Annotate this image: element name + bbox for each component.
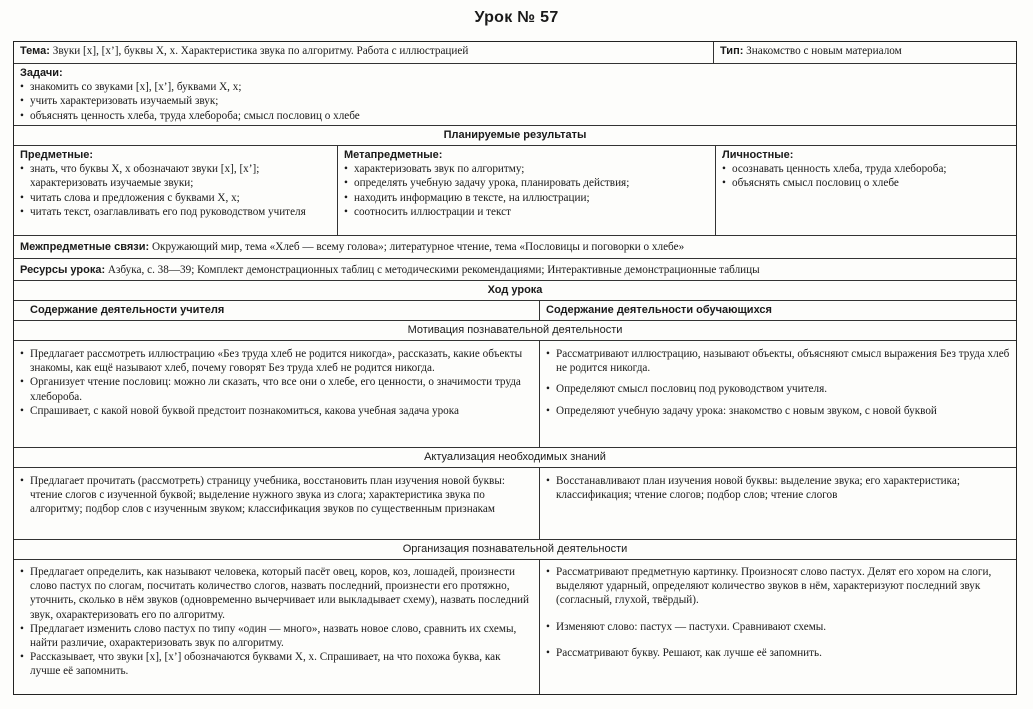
meta-results-list	[344, 162, 709, 219]
list-item: • Организует чтение пословиц: можно ли сказать, что все они о хлебе, его ценности, о значимости труда хлебороба.	[20, 375, 533, 403]
lesson-course-heading: Ход урока	[487, 284, 543, 296]
list-item: • знакомить со звуками [х], [х’], буквами Х, х;	[20, 80, 1010, 94]
subject-results-list	[20, 162, 331, 219]
interdisciplinary-row	[14, 236, 1016, 259]
column-headers-row	[14, 301, 1016, 321]
planned-results-row	[14, 146, 1016, 236]
list-item: • Предлагает рассмотреть иллюстрацию «Без труда хлеб не родится никогда», рассказать, какие объекты знакомы, как ещё называют хлеб, почему говорят Без труда хлеб не родится никогда.	[20, 347, 533, 375]
list-item: • Рассматривают иллюстрацию, называют объекты, объясняют смысл выражения Без труда хлеб не родится никогда.	[546, 347, 1010, 375]
list-item: • Спрашивает, с какой новой буквой предстоит познакомиться, какова учебная задача урока	[20, 404, 533, 418]
interdisciplinary-cell	[14, 236, 1016, 258]
list-item: • определять учебную задачу урока, планировать действия;	[344, 176, 709, 190]
stage-heading-row	[14, 448, 1016, 468]
list-item: • соотносить иллюстрации и текст	[344, 205, 709, 219]
topic-cell	[14, 42, 714, 63]
type-label: Тип:	[720, 45, 744, 57]
lesson-plan-table	[13, 41, 1017, 695]
col-header-teacher: Содержание деятельности учителя	[14, 301, 540, 320]
stage-content-row	[14, 341, 1016, 448]
list-item: • читать слова и предложения с буквами Х, х;	[20, 191, 331, 205]
list-item: • объяснять ценность хлеба, труда хлебороба; смысл пословиц о хлебе	[20, 109, 1010, 123]
stage-actualization-teacher	[14, 468, 540, 539]
list-item: • знать, что буквы Х, х обозначают звуки [х], [х’]; характеризовать изучаемые звуки;	[20, 162, 331, 190]
stage-heading-row	[14, 321, 1016, 341]
list-item: • осознавать ценность хлеба, труда хлебороба;	[722, 162, 1010, 176]
topic-text: Звуки [х], [х’], буквы Х, х. Характеристика звука по алгоритму. Работа с иллюстрацией	[52, 45, 469, 57]
list-item: • Рассказывает, что звуки [х], [х’] обозначаются буквами Х, х. Спрашивает, на что похожа буква, как лучше её запомнить.	[20, 650, 533, 678]
student-activities-list	[546, 474, 1010, 502]
tasks-row	[14, 64, 1016, 126]
personal-results-cell	[716, 146, 1016, 235]
list-item: • Рассматривают букву. Решают, как лучше её запомнить.	[546, 646, 1010, 660]
stage-motivation-students	[540, 341, 1016, 447]
stage-heading-motivation: Мотивация познавательной деятельности	[407, 324, 623, 336]
list-item: • Рассматривают предметную картинку. Произносят слово пастух. Делят его хором на слоги, выделяют ударный, определяют количество звуков в нём, характеризуют последний звук (согласный, глухой, твёрдый).	[546, 565, 1010, 608]
type-cell	[714, 42, 1016, 63]
list-item: • характеризовать звук по алгоритму;	[344, 162, 709, 176]
interdisciplinary-text: Окружающий мир, тема «Хлеб — всему голова»; литературное чтение, тема «Пословицы и поговорки о хлебе»	[151, 241, 685, 253]
col-header-students: Содержание деятельности обучающихся	[546, 304, 772, 316]
list-item: • Предлагает изменить слово пастух по типу «один — много», назвать новое слово, сравнить их схемы, найти различие, охарактеризовать звук по алгоритму.	[20, 622, 533, 650]
resources-text: Азбука, с. 38—39; Комплект демонстрационных таблиц с методическими рекомендациями; Интерактивные демонстрационные таблицы	[107, 264, 760, 276]
stage-heading-actualization: Актуализация необходимых знаний	[424, 451, 606, 463]
planned-results-heading: Планируемые результаты	[443, 129, 587, 141]
student-activities-list	[546, 565, 1010, 660]
subject-results-cell	[14, 146, 338, 235]
list-item: • Определяют учебную задачу урока: знакомство с новым звуком, с новой буквой	[546, 404, 1010, 418]
list-item: • учить характеризовать изучаемый звук;	[20, 94, 1010, 108]
topic-label: Тема:	[20, 45, 50, 57]
personal-results-list	[722, 162, 1010, 190]
teacher-activities-list	[20, 565, 533, 679]
list-item: • находить информацию в тексте, на иллюстрации;	[344, 191, 709, 205]
stage-actualization-students	[540, 468, 1016, 539]
tasks-list	[20, 80, 1010, 123]
personal-results-label: Личностные:	[722, 149, 794, 161]
resources-row	[14, 259, 1016, 281]
stage-motivation-teacher	[14, 341, 540, 447]
list-item: • объяснять смысл пословиц о хлебе	[722, 176, 1010, 190]
stage-heading-organization: Организация познавательной деятельности	[402, 543, 628, 555]
lesson-course-heading-row	[14, 281, 1016, 301]
stage-heading-row	[14, 540, 1016, 560]
planned-results-heading-row	[14, 126, 1016, 146]
teacher-activities-list	[20, 347, 533, 418]
tasks-label: Задачи:	[20, 67, 63, 79]
type-text: Знакомство с новым материалом	[746, 45, 902, 57]
topic-row	[14, 42, 1016, 64]
meta-results-cell	[338, 146, 716, 235]
tasks-cell	[14, 64, 1016, 125]
list-item: • Предлагает определить, как называют человека, который пасёт овец, коров, коз, лошадей, произнести слово пастух по слогам, посчитать количество слогов, назвать последний, произнести его протяжно, уточнить, сколько в нём звуков (одновременно вычерчивает или выкладывает схему), назвать последний звук, охарактеризовать его по алгоритму.	[20, 565, 533, 622]
stage-organization-teacher	[14, 560, 540, 695]
interdisciplinary-label: Межпредметные связи:	[20, 241, 150, 253]
teacher-activities-list	[20, 474, 533, 517]
list-item: • Восстанавливают план изучения новой буквы: выделение звука; его характеристика; классификация; чтение слогов; подбор слов; чтение слогов	[546, 474, 1010, 502]
stage-content-row	[14, 560, 1016, 695]
list-item: • читать текст, озаглавливать его под руководством учителя	[20, 205, 331, 219]
student-activities-list	[546, 347, 1010, 418]
page-title: Урок № 57	[474, 9, 559, 26]
resources-cell	[14, 259, 1016, 280]
list-item: • Изменяют слово: пастух — пастухи. Сравнивают схемы.	[546, 620, 1010, 634]
meta-results-label: Метапредметные:	[344, 149, 443, 161]
stage-content-row	[14, 468, 1016, 540]
list-item: • Определяют смысл пословиц под руководством учителя.	[546, 382, 1010, 396]
list-item: • Предлагает прочитать (рассмотреть) страницу учебника, восстановить план изучения новой буквы: чтение слогов с изученной буквой; выделение нужного звука из слога; характеристика звука по алгоритму; подбор слов с изученным звуком; классификация звуков по существенным признакам	[20, 474, 533, 517]
subject-results-label: Предметные:	[20, 149, 94, 161]
stage-organization-students	[540, 560, 1016, 695]
resources-label: Ресурсы урока:	[20, 264, 106, 276]
